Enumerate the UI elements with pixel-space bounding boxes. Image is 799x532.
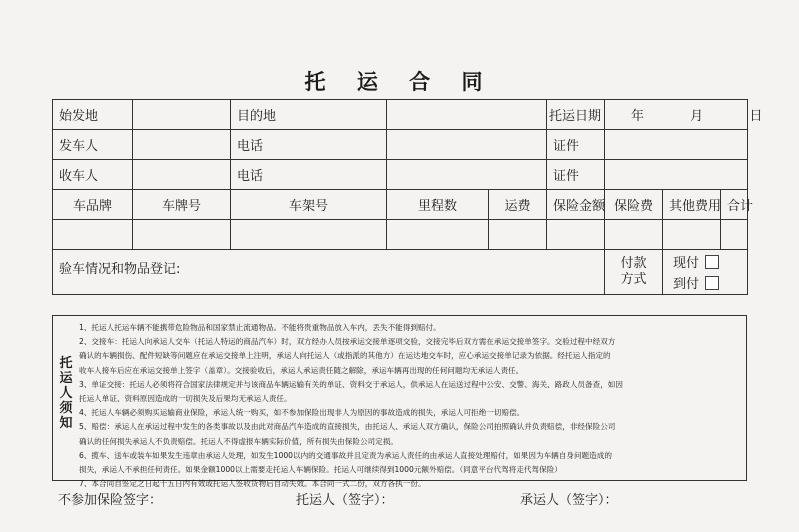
notice-line: 1、托运人托运车辆不能携带危险物品和国家禁止流通物品。不能将贵重物品放入车内，丢失不能得到赔付。 (79, 323, 441, 332)
sender-phone-label: 电话 (231, 130, 387, 160)
notice-line: 6、揽车、送车或装车如果发生违章由承运人处理，如发生1000以内的交通事故并且定责为承运人责任的由承运人直接处理赔付，如果因为车辆自身问题造成的 (79, 450, 612, 460)
notice-label-char: 人 (59, 386, 73, 401)
inspection-label: 验车情况和物品登记: (59, 262, 181, 277)
col-other-fees: 其他费用 (663, 190, 721, 220)
receiver-label: 收车人 (53, 160, 133, 190)
day-label: 日 (749, 109, 763, 124)
premium-cell[interactable] (605, 220, 663, 250)
origin-label: 始发地 (53, 100, 133, 130)
col-insured-amount: 保险金额 (547, 190, 605, 220)
option-cod[interactable] (673, 273, 741, 292)
no-insurance-signature[interactable]: 不参加保险签字： (58, 493, 163, 508)
payment-options (663, 250, 748, 295)
origin-row (53, 100, 748, 130)
payment-label-line1: 付款 (620, 256, 647, 271)
vehicle-header-row (53, 190, 748, 220)
col-premium: 保险费 (605, 190, 663, 220)
receiver-row (53, 160, 748, 190)
destination-label: 目的地 (231, 100, 387, 130)
vehicle-data-row (53, 220, 748, 250)
shipper-signature[interactable]: 托运人（签字）： (296, 493, 394, 508)
receiver-phone-label: 电话 (231, 160, 387, 190)
carrier-signature[interactable]: 承运人（签字）： (520, 493, 618, 508)
notice-line: 确认的任何损失承运人不负责赔偿。托运人不得虚报车辆实际价值，所有损失由保险公司定损。 (79, 436, 398, 446)
freight-cell[interactable] (489, 220, 547, 250)
sender-id-label: 证件 (547, 130, 605, 160)
col-vin: 车架号 (231, 190, 387, 220)
receiver-field[interactable] (133, 160, 231, 190)
shipper-notice (52, 315, 747, 489)
year-label: 年 (631, 109, 645, 124)
brand-cell[interactable] (53, 220, 133, 250)
mileage-cell[interactable] (387, 220, 489, 250)
sender-label: 发车人 (53, 130, 133, 160)
insured-amount-cell[interactable] (547, 220, 605, 250)
month-label: 月 (690, 109, 704, 124)
notice-line: 7、本合同自签定之日起十五日内有效或托运人签收货物后自动失效。本合同一式二份，双方各执一份。 (79, 479, 426, 489)
plate-cell[interactable] (133, 220, 231, 250)
option-prepaid[interactable] (673, 252, 741, 271)
payment-method-label (605, 250, 663, 295)
notice-label (57, 356, 75, 431)
other-fees-cell[interactable] (663, 220, 721, 250)
contract-form-table (52, 99, 763, 295)
ship-date-field[interactable] (605, 100, 763, 130)
cod-checkbox[interactable] (705, 276, 719, 290)
notice-label-char: 须 (59, 401, 73, 416)
ship-date-label: 托运日期 (547, 100, 605, 130)
col-total: 合计 (721, 190, 748, 220)
inspection-row (53, 250, 748, 295)
receiver-id-field[interactable] (605, 160, 748, 190)
notice-label-char: 知 (59, 416, 73, 431)
notice-label-char: 托 (59, 356, 73, 371)
notice-line: 5、赔偿：承运人在承运过程中发生的各类事故以及由此对商品汽车造成的直接损失，由托运人、承运人双方确认，保险公司拍照确认并负责赔偿，非经保险公司 (79, 422, 616, 432)
signature-row (58, 489, 748, 509)
notice-line: 损失，承运人不承担任何责任。如果金额1000以上需要走托运人车辆保险。托运人可继续得到1000元额外赔偿。（同意平台代驾将走代驾保险） (79, 465, 562, 475)
notice-label-char: 运 (59, 371, 73, 386)
notice-line: 3、单证交接：托运人必须将符合国家法律规定并与该商品车辆运输有关的单证、资料交于承运人，供承运人在运送过程中公安、交警、海关、路政人员备查，如因 (79, 379, 623, 389)
notice-line: 2、交接车：托运人向承运人交车（托运人特运的商品汽车）时，双方经办人员按承运交接单逐项交验，交接完毕后双方需在承运交接单签字。交验过程中经双方 (79, 337, 616, 347)
cod-label: 到付 (673, 277, 700, 292)
notice-line: 收车人接车后应在承运交接单上签字（盖章）。交接验收后，承运人承运责任随之解除，承运车辆再出现的任何问题均无承运人责任。 (79, 365, 524, 375)
origin-field[interactable] (133, 100, 231, 130)
document-title: 托 运 合 同 (304, 70, 495, 94)
prepaid-label: 现付 (673, 256, 700, 271)
sender-row (53, 130, 748, 160)
sender-field[interactable] (133, 130, 231, 160)
col-plate: 车牌号 (133, 190, 231, 220)
destination-field[interactable] (387, 100, 547, 130)
vin-cell[interactable] (231, 220, 387, 250)
sender-id-field[interactable] (605, 130, 748, 160)
receiver-phone-field[interactable] (387, 160, 547, 190)
notice-text (79, 321, 740, 491)
receiver-id-label: 证件 (547, 160, 605, 190)
inspection-cell[interactable] (53, 250, 605, 295)
total-cell[interactable] (721, 220, 748, 250)
prepaid-checkbox[interactable] (705, 255, 719, 269)
sender-phone-field[interactable] (387, 130, 547, 160)
notice-line: 4、托运人车辆必须购买运输商业保险，承运人统一购买，如不参加保险出现非人为原因的事故造成的损失，承运人可拒绝一切赔偿。 (79, 408, 525, 418)
col-freight: 运费 (489, 190, 547, 220)
col-mileage: 里程数 (387, 190, 489, 220)
col-brand: 车品牌 (53, 190, 133, 220)
notice-line: 托运人单证、资料原因造成的一切损失及后果均无承运人责任。 (79, 394, 292, 404)
payment-label-line2: 方式 (620, 272, 647, 287)
notice-line: 确认的车辆损伤、配件短缺等问题应在承运交接单上注明，承运人向托运人（或指派的其他方）在运达地交车时，应心承运交接单记录为依据。经托运人指定的 (79, 351, 611, 361)
